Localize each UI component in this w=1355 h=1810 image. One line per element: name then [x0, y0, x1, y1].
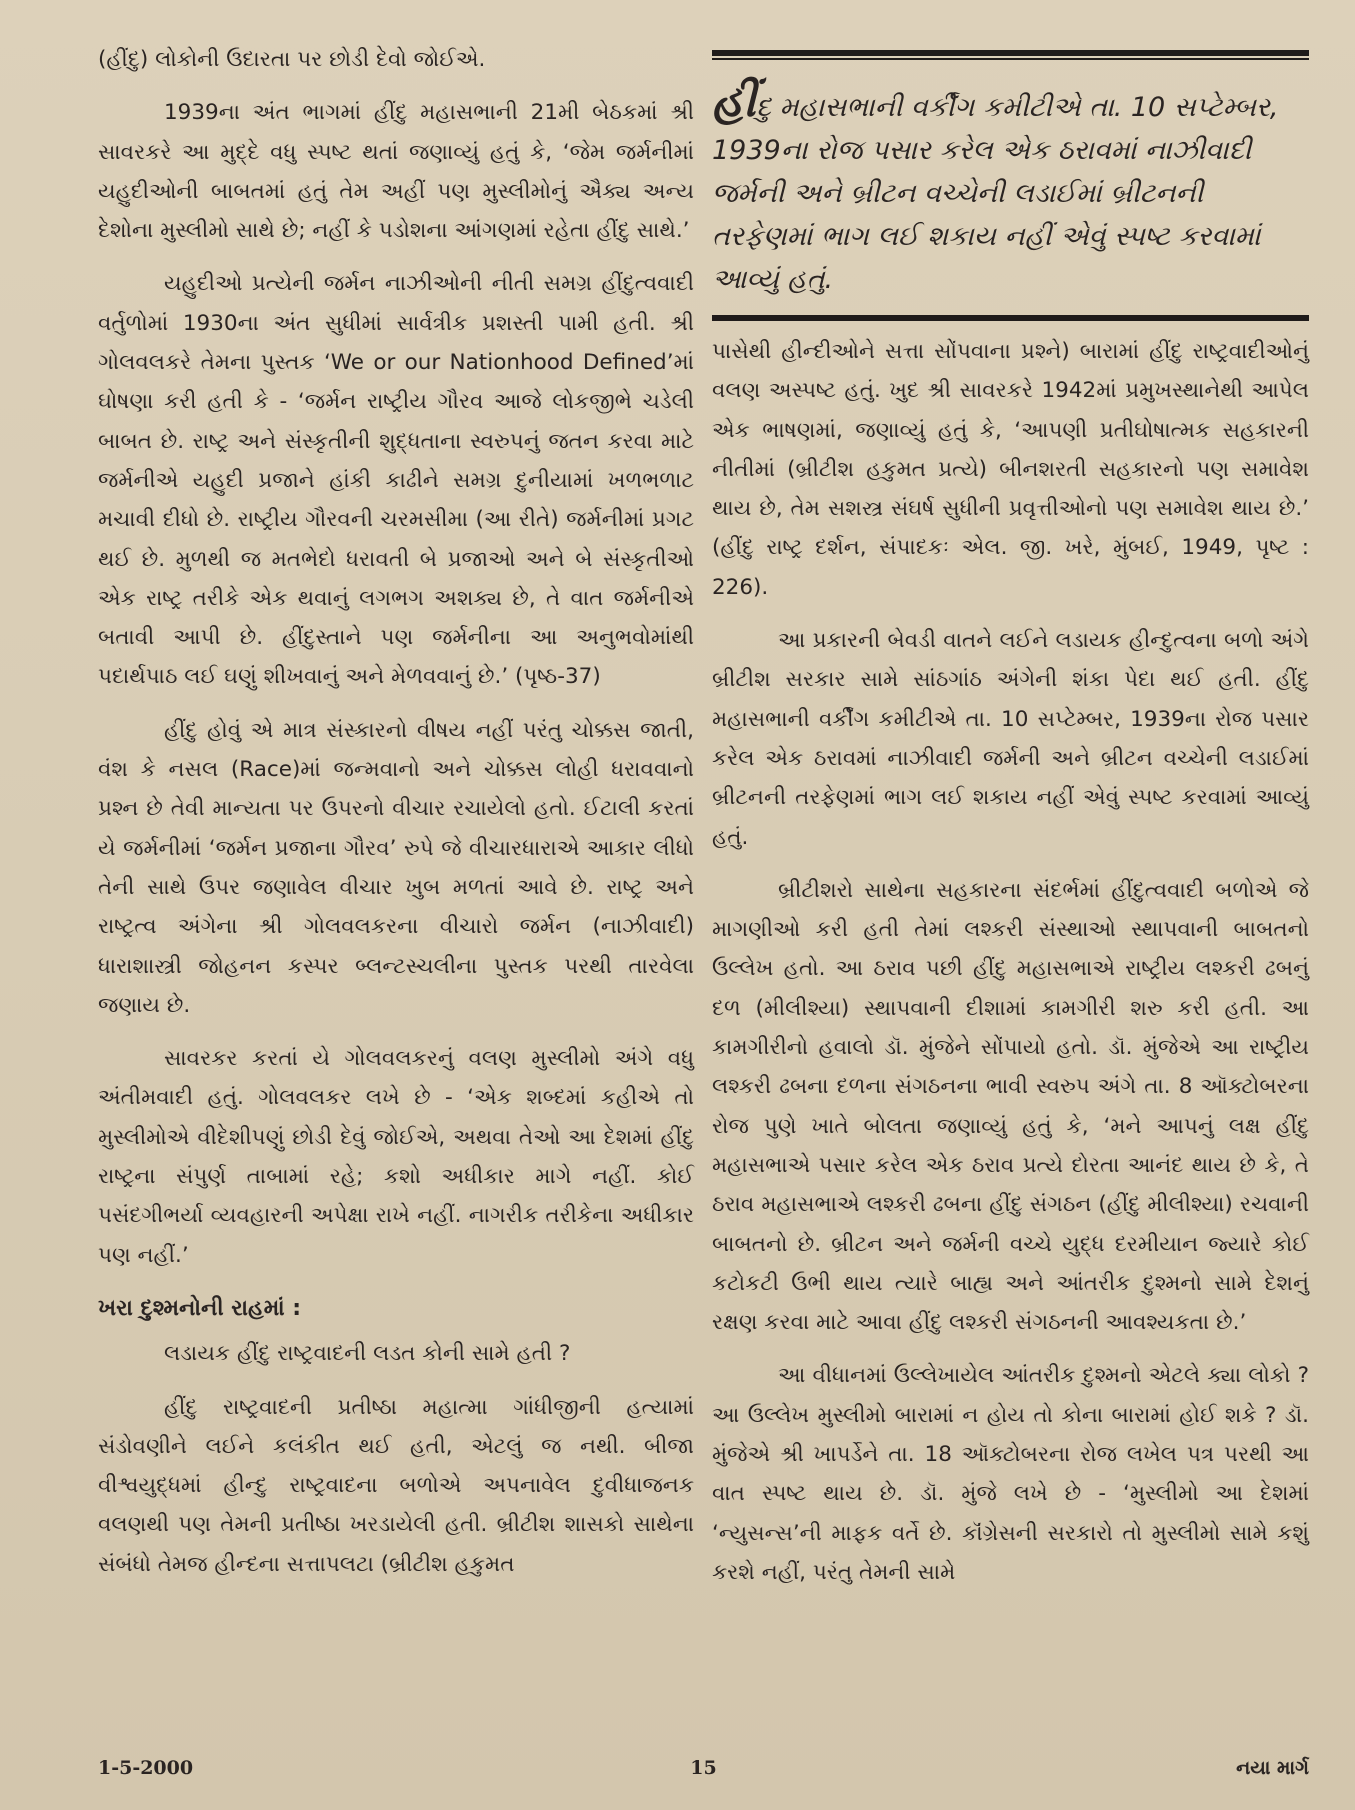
section-heading: ખરા દુશ્મનોની રાહમાં :: [98, 1295, 302, 1321]
pull-quote-body: દુ મહાસભાની વર્કીંગ કમીટીએ તા. 10 સપ્ટેમ્બર, 1939ના રોજ પસાર કરેલ એક ઠરાવમાં નાઝીવાદી જર્મની અને બ્રીટન વચ્ચેની લડાઈમાં બ્રીટનની તરફેણમાં ભાગ લઈ શકાય નહીં એવું સ્પષ્ટ કરવામાં આવ્યું હતું.: [712, 92, 1279, 295]
pull-quote-text: [712, 60, 1309, 309]
paragraph: યહુદીઓ પ્રત્યેની જર્મન નાઝીઓની નીતી સમગ્ર હીંદુત્વવાદી વર્તુળોમાં 1930ના અંત સુધીમાં સાર્વત્રીક પ્રશસ્તી પામી હતી. શ્રી ગોલવલકરે તેમના પુસ્તક ‘We or our Nationhood Defined’માં ઘોષણા કરી હતી કે - ‘જર્મન રાષ્ટ્રીય ગૌરવ આજે લોકજીભે ચડેલી બાબત છે. રાષ્ટ્ર અને સંસ્કૃતીની શુદ્ધતાના સ્વરુપનું જતન કરવા માટે જર્મનીએ યહુદી પ્રજાને હાંકી કાઢીને સમગ્ર દુનીયામાં ખળભળાટ મચાવી દીધો છે. રાષ્ટ્રીય ગૌરવની ચરમસીમા (આ રીતે) જર્મનીમાં પ્રગટ થઈ છે. મુળથી જ મતભેદો ધરાવતી બે પ્રજાઓ અને બે સંસ્કૃતીઓ એક રાષ્ટ્ર તરીકે એક થવાનું લગભગ અશક્ય છે, તે વાત જર્મનીએ બતાવી આપી છે. હીંદુસ્તાને પણ જર્મનીના આ અનુભવોમાંથી પદાર્થપાઠ લઈ ઘણું શીખવાનું અને મેળવવાનું છે.’ (પૃષ્ઠ-37): [98, 271, 694, 690]
paragraph: બ્રીટીશરો સાથેના સહકારના સંદર્ભમાં હીંદુત્વવાદી બળોએ જે માગણીઓ કરી હતી તેમાં લશ્કરી સંસ્થાઓ સ્થાપવાની બાબતનો ઉલ્લેખ હતો. આ ઠરાવ પછી હીંદુ મહાસભાએ રાષ્ટ્રીય લશ્કરી ઢબનું દળ (મીલીશ્યા) સ્થાપવાની દીશામાં કામગીરી શરુ કરી હતી. આ કામગીરીનો હવાલો ડૉ. મુંજેને સોંપાયો હતો. ડૉ. મુંજેએ આ રાષ્ટ્રીય લશ્કરી ઢબના દળના સંગઠનના ભાવી સ્વરુપ અંગે તા. 8 ઑક્ટોબરના રોજ પુણે ખાતે બોલતા જણાવ્યું હતું કે, ‘મને આપનું લક્ષ હીંદુ મહાસભાએ પસાર કરેલ એક ઠરાવ પ્રત્યે દોરતા આનંદ થાય છે કે, તે ઠરાવ મહાસભાએ લશ્કરી ઢબના હીંદુ સંગઠન (હીંદુ મીલીશ્યા) રચવાની બાબતનો છે. બ્રીટન અને જર્મની વચ્ચે યુદ્ધ દરમીયાન જ્યારે કોઈ કટોકટી ઉભી થાય ત્યારે બાહ્ય અને આંતરીક દુશ્મનો સામે દેશનું રક્ષણ કરવા માટે આવા હીંદુ લશ્કરી સંગઠનની આવશ્યકતા છે.’: [712, 877, 1309, 1336]
paragraph: હીંદુ હોવું એ માત્ર સંસ્કારનો વીષય નહીં પરંતુ ચોક્કસ જાતી, વંશ કે નસલ (Race)માં જન્મવાનો અને ચોક્કસ લોહી ધરાવવાનો પ્રશ્ન છે તેવી માન્યતા પર ઉપરનો વીચાર રચાયેલો હતો. ઈટાલી કરતાં યે જર્મનીમાં ‘જર્મન પ્રજાના ગૌરવ’ રુપે જે વીચારધારાએ આકાર લીધો તેની સાથે ઉપર જણાવેલ વીચાર ખુબ મળતાં આવે છે. રાષ્ટ્ર અને રાષ્ટ્રત્વ અંગેના શ્રી ગોલવલકરના વીચારો જર્મન (નાઝીવાદી) ધારાશાસ્ત્રી જોહનન કસ્પર બ્લન્ટસ્ચલીના પુસ્તક પરથી તારવેલા જણાય છે.: [98, 717, 694, 1018]
pull-quote-top-rule: [712, 50, 1309, 56]
paragraph: આ પ્રકારની બેવડી વાતને લઈને લડાયક હીન્દુત્વના બળો અંગે બ્રીટીશ સરકાર સામે સાંઠગાંઠ અંગેની શંકા પેદા થઈ હતી. હીંદુ મહાસભાની વર્કીંગ કમીટીએ તા. 10 સપ્ટેમ્બર, 1939ના રોજ પસાર કરેલ એક ઠરાવમાં નાઝીવાદી જર્મની અને બ્રીટન વચ્ચેની લડાઈમાં બ્રીટનની તરફેણમાં ભાગ લઈ શકાય નહીં એવું સ્પષ્ટ કરવામાં આવ્યું હતું.: [712, 628, 1309, 850]
pull-quote-bottom-rule: [712, 315, 1309, 321]
left-column: [98, 40, 694, 1598]
paragraph: આ વીધાનમાં ઉલ્લેખાયેલ આંતરીક દુશ્મનો એટલે ક્યા લોકો ? આ ઉલ્લેખ મુસ્લીમો બારામાં ન હોય તો કોના બારામાં હોઈ શકે ? ડૉ. મુંજેએ શ્રી ખાપર્ડેને તા. 18 ઑક્ટોબરના રોજ લખેલ પત્ર પરથી આ વાત સ્પષ્ટ થાય છે. ડૉ. મુંજે લખે છે - ‘મુસ્લીમો આ દેશમાં ‘ન્યુસન્સ’ની માફક વર્તે છે. કૉંગ્રેસની સરકારો તો મુસ્લીમો સામે કશું કરશે નહીં, પરંતુ તેમની સામે: [712, 1363, 1309, 1585]
paragraph: (હીંદુ) લોકોની ઉદારતા પર છોડી દેવો જોઈએ.: [98, 47, 486, 72]
paragraph: 1939ના અંત ભાગમાં હીંદુ મહાસભાની 21મી બેઠકમાં શ્રી સાવરકરે આ મુદ્દે વધુ સ્પષ્ટ થતાં જણાવ્યું હતું કે, ‘જેમ જર્મનીમાં યહુદીઓની બાબતમાં હતું તેમ અહીં પણ મુસ્લીમોનું ઐક્ય અન્ય દેશોના મુસ્લીમો સાથે છે; નહીં કે પડોશના આંગણમાં રહેતા હીંદુ સાથે.’: [98, 100, 694, 244]
pull-quote-drop-cap: હીં: [712, 76, 756, 127]
issue-date: 1-5-2000: [98, 1757, 194, 1779]
paragraph: લડાયક હીંદુ રાષ્ટ્રવાદની લડત કોની સામે હતી ?: [164, 1341, 571, 1367]
magazine-name: નયા માર્ગ: [1236, 1757, 1309, 1779]
paragraph: પાસેથી હીન્દીઓને સત્તા સોંપવાના પ્રશ્ને) બારામાં હીંદુ રાષ્ટ્રવાદીઓનું વલણ અસ્પષ્ટ હતું. ખુદ શ્રી સાવરકરે 1942માં પ્રમુખસ્થાનેથી આપેલ એક ભાષણમાં, જણાવ્યું હતું કે, ‘આપણી પ્રતીઘોષાત્મક સહકારની નીતીમાં (બ્રીટીશ હકુમત પ્રત્યે) બીનશરતી સહકારનો પણ સમાવેશ થાય છે, તેમ સશસ્ત્ર સંઘર્ષ સુધીની પ્રવૃત્તીઓનો પણ સમાવેશ થાય છે.’ (હીંદુ રાષ્ટ્ર દર્શન, સંપાદકઃ એલ. જી. ખરે, મુંબઈ, 1949, પૃષ્ટ : 226).: [712, 339, 1309, 600]
pull-quote: [712, 50, 1309, 321]
paragraph: હીંદુ રાષ્ટ્રવાદની પ્રતીષ્ઠા મહાત્મા ગાંધીજીની હત્યામાં સંડોવણીને લઈને કલંકીત થઈ હતી, એટલું જ નથી. બીજા વીશ્વયુદ્ધમાં હીન્દુ રાષ્ટ્રવાદના બળોએ અપનાવેલ દુવીધાજનક વલણથી પણ તેમની પ્રતીષ્ઠા ખરડાયેલી હતી. બ્રીટીશ શાસકો સાથેના સંબંધો તેમજ હીન્દના સત્તાપલટા (બ્રીટીશ હકુમત: [98, 1394, 694, 1577]
page-number: 15: [690, 1757, 717, 1779]
paragraph: સાવરકર કરતાં યે ગોલવલકરનું વલણ મુસ્લીમો અંગે વધુ અંતીમવાદી હતું. ગોલવલકર લખે છે - ‘એક શબ્દમાં કહીએ તો મુસ્લીમોએ વીદેશીપણું છોડી દેવું જોઈએ, અથવા તેઓ આ દેશમાં હીંદુ રાષ્ટ્રના સંપુર્ણ તાબામાં રહે; કશો અધીકાર માગે નહીં. કોઈ પસંદગીભર્યા વ્યવહારની અપેક્ષા રાખે નહીં. નાગરીક તરીકેના અધીકાર પણ નહીં.’: [98, 1046, 694, 1268]
right-column: [712, 332, 1309, 1606]
